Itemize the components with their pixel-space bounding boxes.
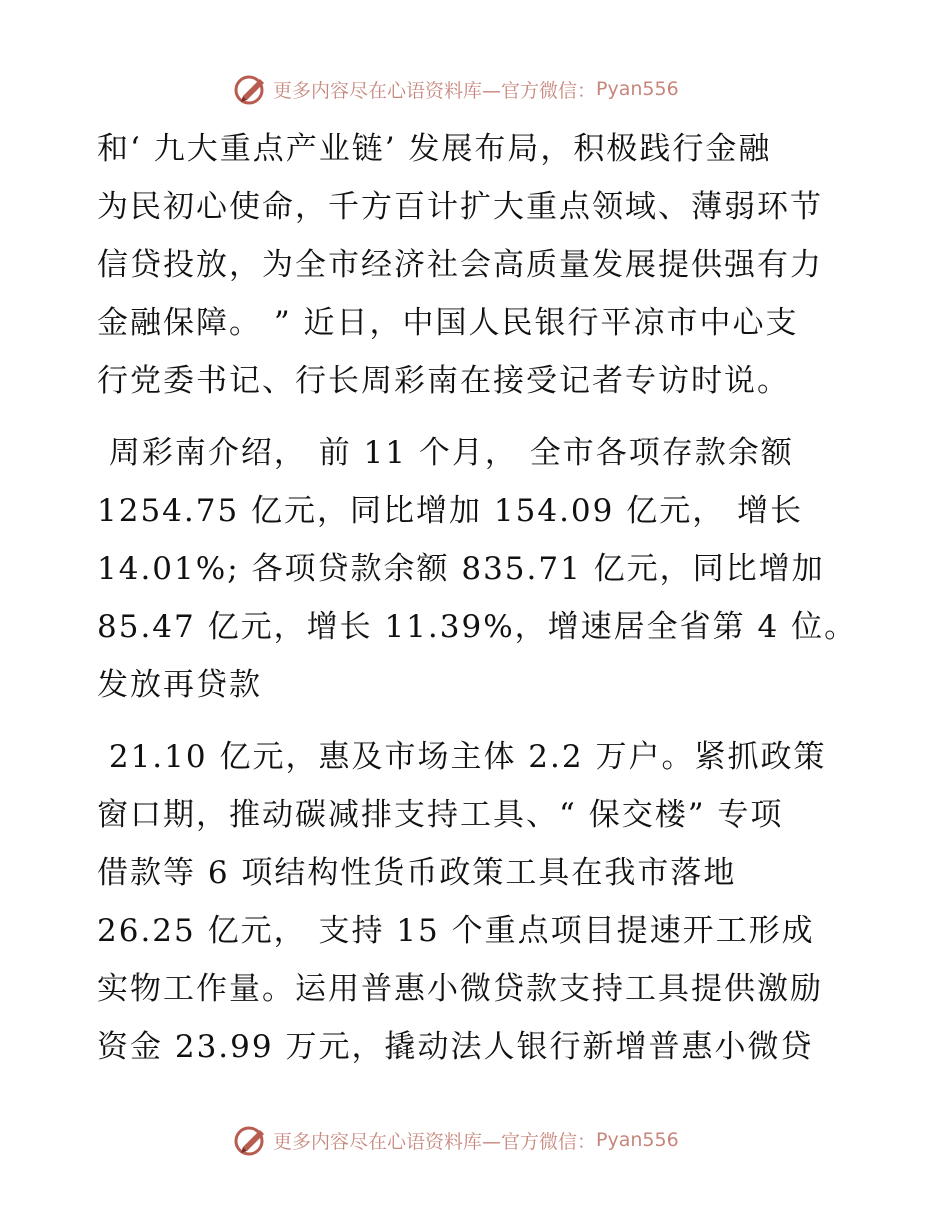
paragraph <box>97 424 857 714</box>
text-line: 实物工作量。运用普惠小微贷款支持工具提供激励 <box>97 971 823 1007</box>
text-line: 为民初心使命，千方百计扩大重点领域、薄弱环节 <box>97 189 823 225</box>
text-line: 资金 23.99 万元，撬动法人银行新增普惠小微贷 <box>97 1029 814 1065</box>
text-line: 26.25 亿元， 支持 15 个重点项目提速开工形成 <box>97 913 815 949</box>
pen-logo-icon <box>233 72 269 106</box>
document-body <box>97 120 857 1090</box>
text-line: 21.10 亿元，惠及市场主体 2.2 万户。紧抓政策 <box>97 739 827 775</box>
text-line: 周彩南介绍， 前 11 个月， 全市各项存款余额 <box>97 435 794 471</box>
watermark-contact: Pyan556 <box>596 1129 679 1151</box>
watermark-text: 更多内容尽在心语资料库—官方微信： <box>273 79 597 102</box>
text-line: 行党委书记、行长周彩南在接受记者专访时说。 <box>97 363 790 399</box>
text-line: 14.01%; 各项贷款余额 835.71 亿元，同比增加 <box>97 551 825 587</box>
text-line: 金融保障。 ” 近日，中国人民银行平凉市中心支 <box>97 305 799 341</box>
text-line: 发放再贷款 <box>97 667 262 703</box>
watermark-text: 更多内容尽在心语资料库—官方微信： <box>273 1130 597 1153</box>
pen-logo-icon <box>233 1123 269 1157</box>
paragraph <box>97 120 857 410</box>
text-line: 借款等 6 项结构性货币政策工具在我市落地 <box>97 855 737 891</box>
text-line: 信贷投放，为全市经济社会高质量发展提供强有力 <box>97 247 823 283</box>
text-line: 窗口期，推动碳减排支持工具、“ 保交楼” 专项 <box>97 797 784 833</box>
paragraph <box>97 728 857 1076</box>
footer-watermark <box>233 1123 679 1157</box>
text-line: 和‘ 九大重点产业链’ 发展布局，积极践行金融 <box>97 131 772 167</box>
watermark-contact: Pyan556 <box>596 78 679 100</box>
header-watermark <box>233 72 679 106</box>
text-line: 85.47 亿元，增长 11.39%，增速居全省第 4 位。 <box>97 609 858 645</box>
text-line: 1254.75 亿元，同比增加 154.09 亿元， 增长 <box>97 493 804 529</box>
